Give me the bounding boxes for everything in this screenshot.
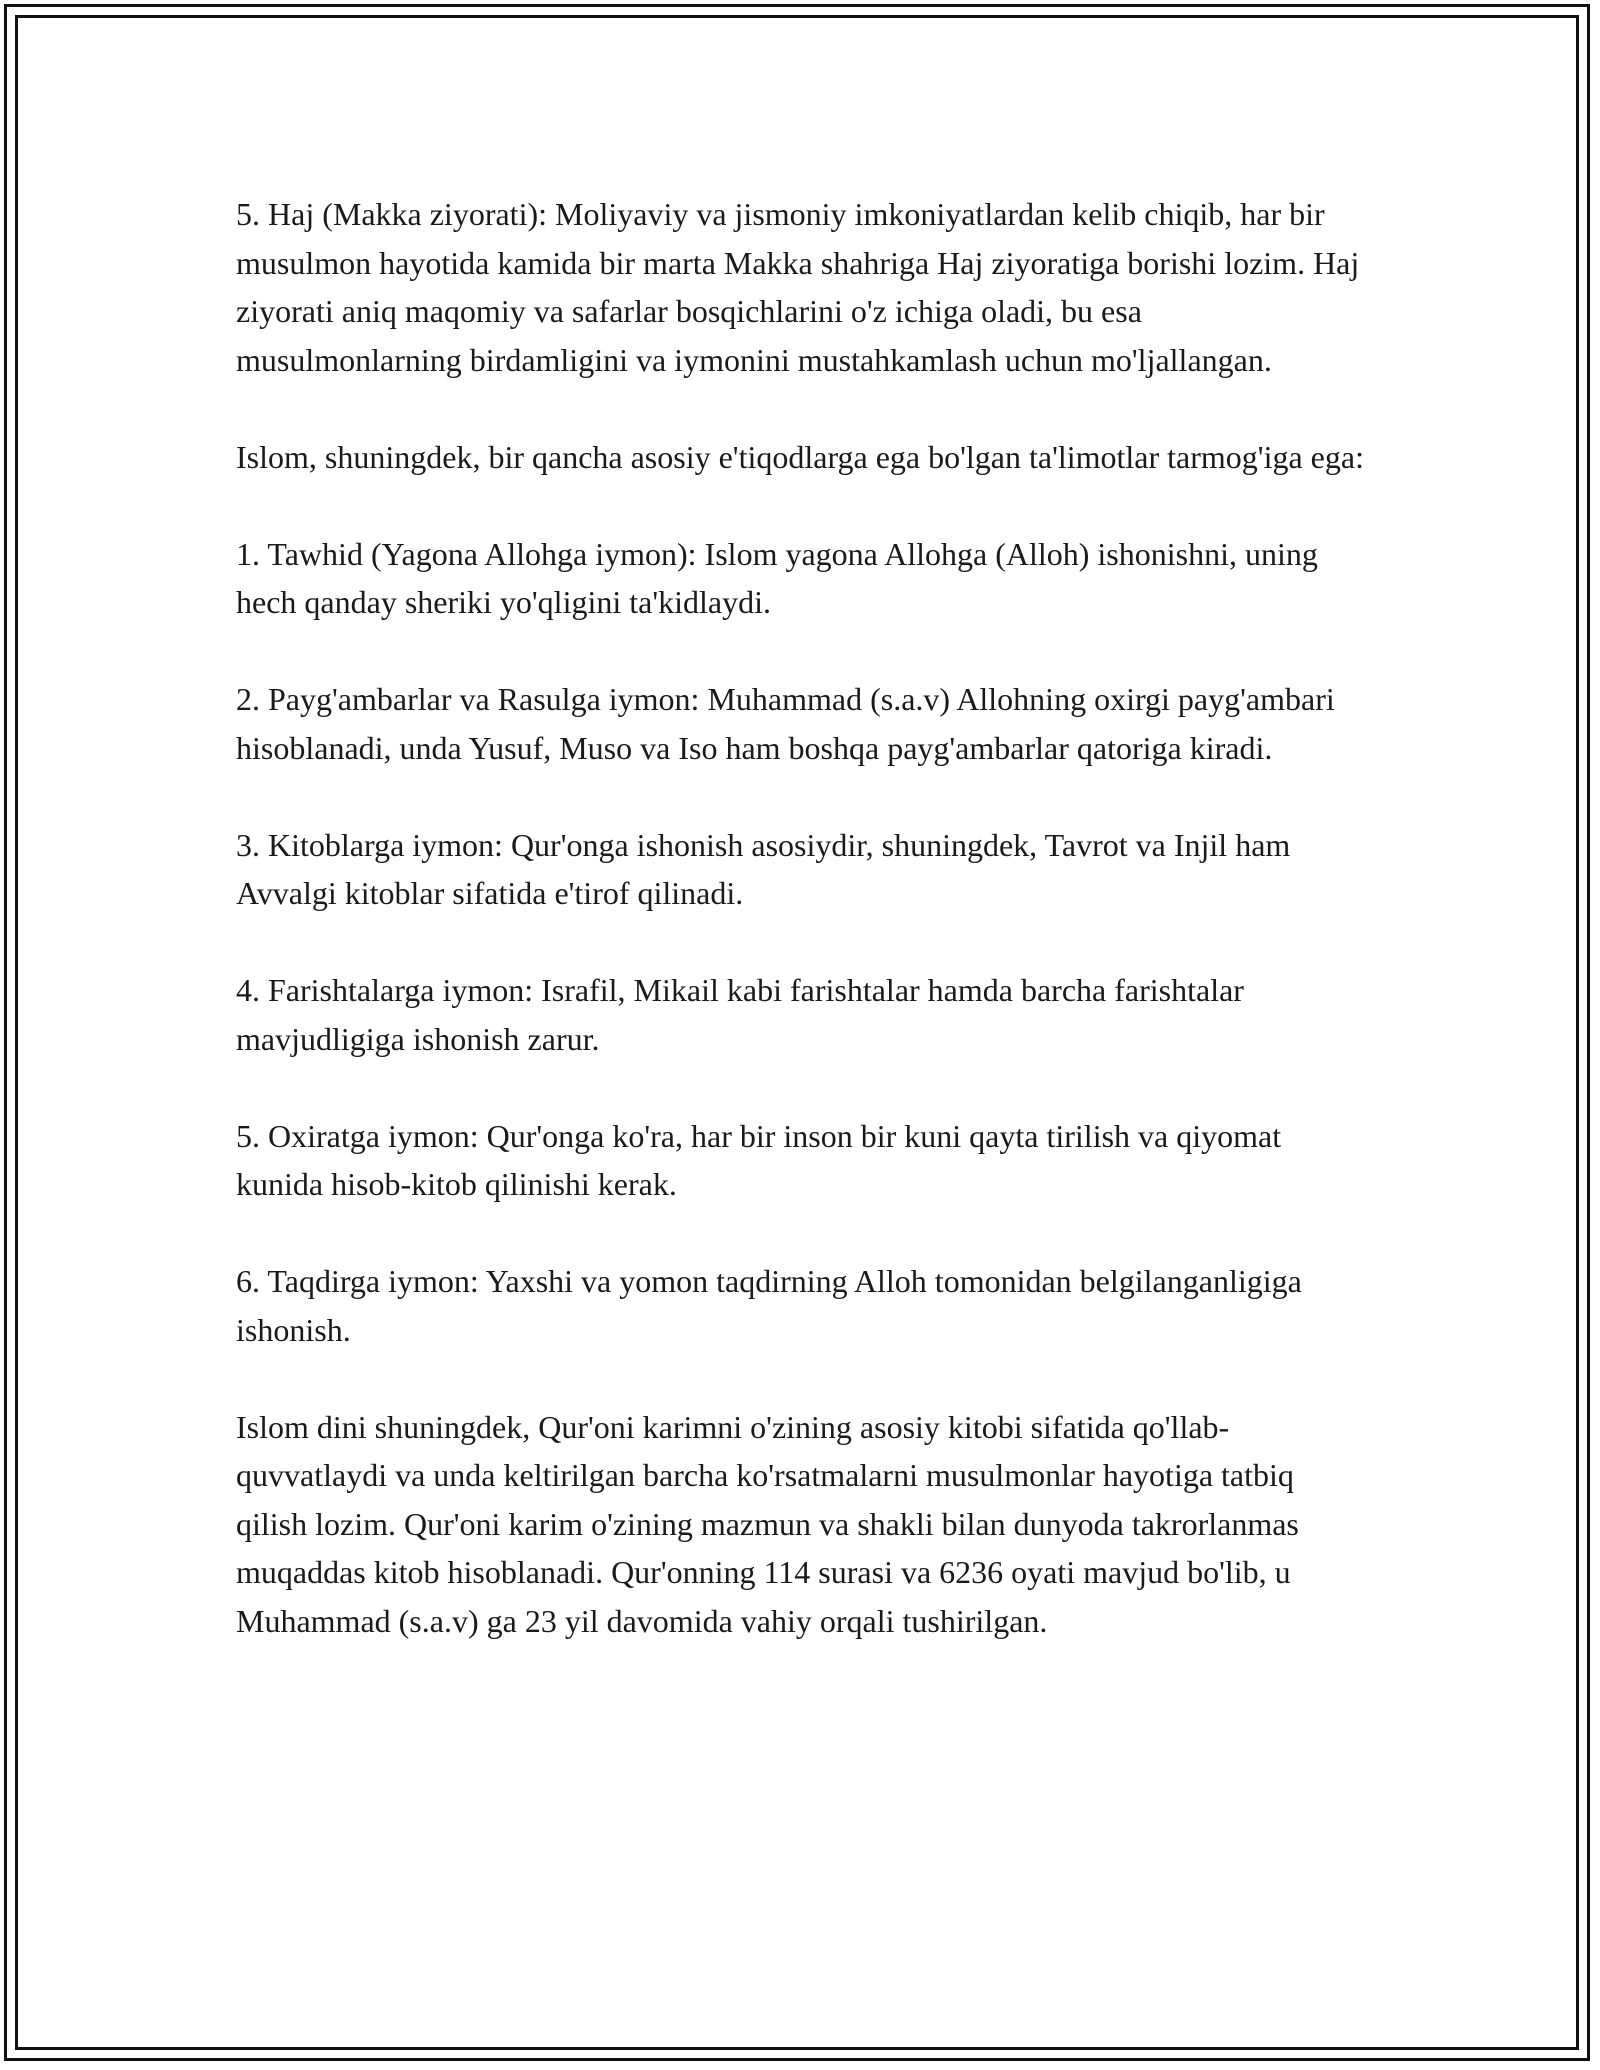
paragraph-books: 3. Kitoblarga iymon: Qur'onga ishonish asosiydir, shuningdek, Tavrot va Injil ham Avvalgi kitoblar sifatida e'tirof qilinadi. (236, 826, 1291, 911)
paragraph-destiny: 6. Taqdirga iymon: Yaxshi va yomon taqdirning Alloh tomonidan belgilanganligiga ishonish. (236, 1263, 1302, 1348)
paragraph-prophets: 2. Payg'ambarlar va Rasulga iymon: Muhammad (s.a.v) Allohning oxirgi payg'ambari hisoblanadi, unda Yusuf, Muso va Iso ham boshqa payg'ambarlar qatoriga kiradi. (236, 681, 1335, 766)
paragraph-angels: 4. Farishtalarga iymon: Israfil, Mikail kabi farishtalar hamda barcha farishtalar mavjudligiga ishonish zarur. (236, 972, 1244, 1057)
paragraph-tawhid: 1. Tawhid (Yagona Allohga iymon): Islom yagona Allohga (Alloh) ishonishni, uning hech qanday sheriki yo'qligini ta'kidlaydi. (236, 535, 1318, 620)
paragraph-afterlife: 5. Oxiratga iymon: Qur'onga ko'ra, har bir inson bir kuni qayta tirilish va qiyomat kunida hisob-kitob qilinishi kerak. (236, 1117, 1282, 1202)
paragraph-hajj: 5. Haj (Makka ziyorati): Moliyaviy va jismoniy imkoniyatlardan kelib chiqib, har bir musulmon hayotida kamida bir marta Makka shahriga Haj ziyoratiga borishi lozim. Haj ziyorati aniq maqomiy va safarlar bosqichlarini o'z ichiga oladi, bu esa musulmonlarning birdamligini va iymonini mustahkamlash uchun mo'ljallangan. (236, 196, 1360, 378)
document-body (236, 190, 1371, 1645)
paragraph-beliefs-intro: Islom, shuningdek, bir qancha asosiy e'tiqodlarga ega bo'lgan ta'limotlar tarmog'iga ega: (236, 438, 1364, 475)
paragraph-quran: Islom dini shuningdek, Qur'oni karimni o'zining asosiy kitobi sifatida qo'llab-quvvatlaydi va unda keltirilgan barcha ko'rsatmalarni musulmonlar hayotiga tatbiq qilish lozim. Qur'oni karim o'zining mazmun va shakli bilan dunyoda takrorlanmas muqaddas kitob hisoblanadi. Qur'onning 114 surasi va 6236 oyati mavjud bo'lib, u Muhammad (s.a.v) ga 23 yil davomida vahiy orqali tushirilgan. (236, 1408, 1299, 1639)
